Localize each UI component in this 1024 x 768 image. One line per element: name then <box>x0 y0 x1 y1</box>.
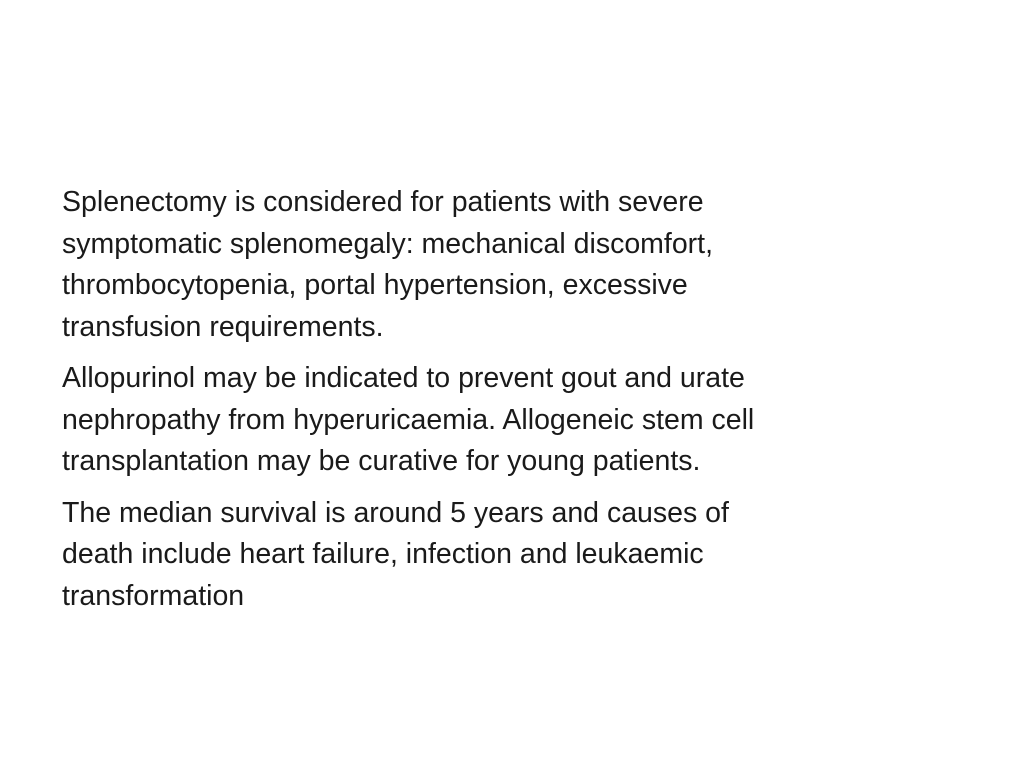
text-line: Allopurinol may be indicated to prevent gout and urate <box>62 362 745 394</box>
paragraph-allopurinol <box>62 358 962 483</box>
text-line: The median survival is around 5 years and causes of <box>62 496 729 529</box>
text-line: nephropathy from hyperuricaemia. Allogeneic stem cell <box>62 403 755 436</box>
text-line: transplantation may be curative for young patients. <box>62 445 701 477</box>
text-line: transfusion requirements. <box>62 310 384 343</box>
text-line: Splenectomy is considered for patients with severe <box>62 186 704 218</box>
paragraph-splenectomy <box>62 182 962 348</box>
text-line: death include heart failure, infection and leukaemic <box>62 538 704 570</box>
text-line: transformation <box>62 579 245 612</box>
slide-body-text <box>62 182 962 627</box>
paragraph-median-survival <box>62 493 962 618</box>
text-line: symptomatic splenomegaly: mechanical discomfort, <box>62 227 714 260</box>
text-line: thrombocytopenia, portal hypertension, excessive <box>62 269 688 301</box>
